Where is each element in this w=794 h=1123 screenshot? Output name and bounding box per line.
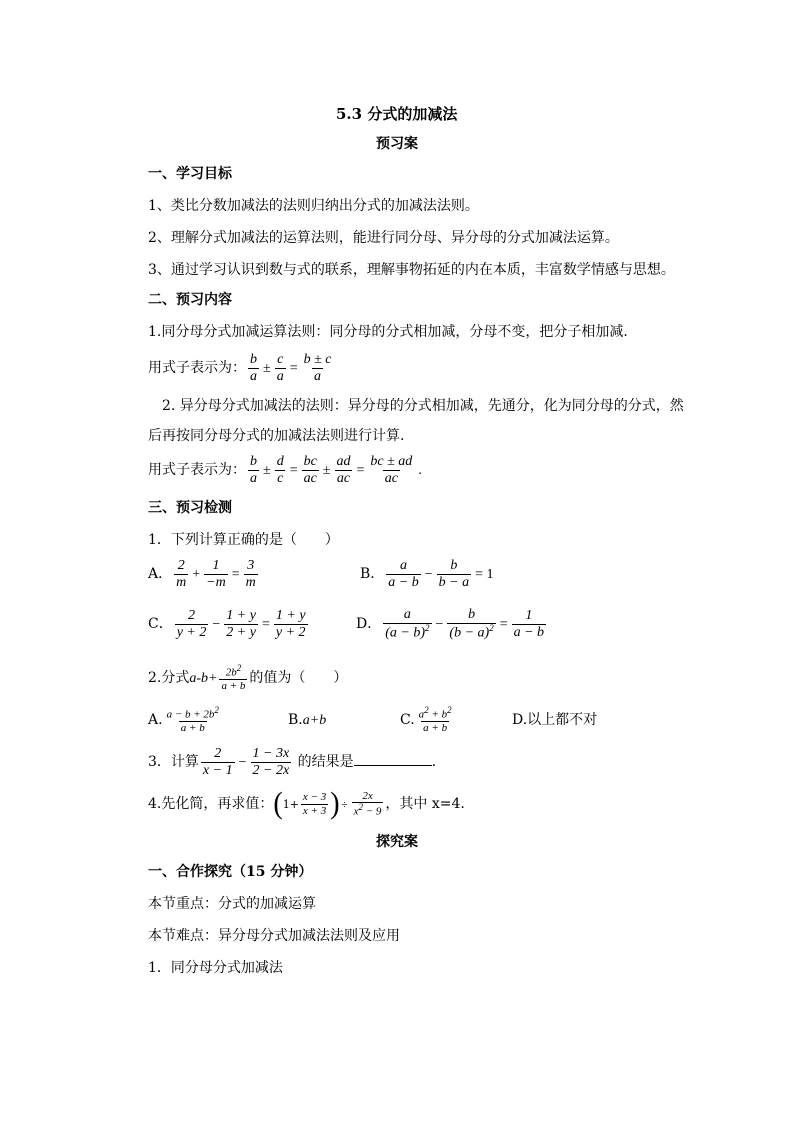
section-heading-explore: 一、合作探究（15 分钟） <box>148 864 313 880</box>
question-2: 2.分式a-b+ $\frac{2b^2}{a + b}$ 的值为（ ） <box>148 663 348 692</box>
section-heading-preview: 二、预习内容 <box>148 292 232 308</box>
goal-item: 3、通过学习认识到数与式的联系，理解事物拓延的内在本质，丰富数学情感与思想。 <box>148 262 675 278</box>
formula-label: 用式子表示为： <box>148 462 246 478</box>
formula-label: 用式子表示为： <box>148 360 246 376</box>
page-title: 5.3 分式的加减法 <box>336 105 458 123</box>
fraction: $\frac{bc}{ac}$ <box>303 454 317 486</box>
q2-option-a: A. $\frac{a - b + 2b^2}{a + b}$ <box>148 705 219 734</box>
section-heading-check: 三、预习检测 <box>148 500 232 516</box>
q1-option-c: C． $\frac{2}{y + 2}$ − $\frac{1 + y}{2 + y}$ = $\frac{1 + y}{y + 2}$ <box>148 608 306 640</box>
fraction: $\frac{b \pm c}{a}$ <box>303 352 332 384</box>
fraction: $\frac{b}{a}$ <box>250 454 257 486</box>
preview-title: 预习案 <box>376 136 418 152</box>
section-heading-goals: 一、学习目标 <box>148 166 232 182</box>
answer-blank[interactable] <box>354 751 432 766</box>
question-1: 1．下列计算正确的是（ ） <box>148 532 339 548</box>
q2-option-b: B.a+b <box>288 712 327 728</box>
rule1-text: 1.同分母分式加减运算法则：同分母的分式相加减，分母不变，把分子相加减. <box>148 324 628 340</box>
fraction: $\frac{d}{c}$ <box>276 454 284 486</box>
q1-option-d: D． $\frac{a}{(a - b)^2}$ − $\frac{b}{(b - a)^2}$ = $\frac{1}{a - b}$ <box>356 607 545 641</box>
fraction: $\frac{b}{a}$ <box>250 352 257 384</box>
explore-title: 探究案 <box>376 834 418 850</box>
fraction: $\frac{ad}{ac}$ <box>336 454 351 486</box>
goal-item: 1、类比分数加减法的法则归纳出分式的加减法法则。 <box>148 198 479 214</box>
question-4: 4.先化简，再求值：(1+ $\frac{x - 3}{x + 3}$ ) ÷ $\frac{2x}{x^2 - 9}$ ，其中 x=4. <box>148 786 465 821</box>
q2-option-d: D.以上都不对 <box>512 712 598 728</box>
fraction: $\frac{bc \pm ad}{ac}$ <box>370 454 413 486</box>
difficulty-text: 本节难点：异分母分式加减法法则及应用 <box>148 928 400 944</box>
q1-option-a: A． $\frac{2}{m}$ + $\frac{1}{-m}$ = $\frac{3}{m}$ <box>148 558 256 590</box>
key-point-text: 本节重点：分式的加减运算 <box>148 896 316 912</box>
rule2-text-line2: 后再按同分母分式的加减法法则进行计算. <box>148 428 405 444</box>
goal-item: 2、理解分式加减法的运算法则，能进行同分母、异分母的分式加减法运算。 <box>148 230 619 246</box>
rule1-formula: 用式子表示为： $\frac{b}{a}$ ± $\frac{c}{a}$ = $\frac{b \pm c}{a}$ <box>148 352 332 384</box>
rule2-formula: 用式子表示为： $\frac{b}{a}$ ± $\frac{d}{c}$ = $\frac{bc}{ac}$ ± $\frac{ad}{ac}$ = $\frac{bc \pm ad}{ac}$ . <box>148 454 422 486</box>
question-3: 3．计算 $\frac{2}{x - 1}$ − $\frac{1 - 3x}{2 - 2x}$ 的结果是 . <box>148 746 437 778</box>
rule2-text-line1: 2. 异分母分式加减法的法则：异分母的分式相加减，先通分，化为同分母的分式，然 <box>162 398 684 414</box>
q2-option-c: C. $\frac{a^2 + b^2}{a + b}$ <box>400 705 452 734</box>
q1-option-b: B． $\frac{a}{a - b}$ − $\frac{b}{b - a}$ = 1 <box>360 558 494 590</box>
explore-item-1: 1．同分母分式加减法 <box>148 960 283 976</box>
fraction: $\frac{c}{a}$ <box>276 352 284 384</box>
